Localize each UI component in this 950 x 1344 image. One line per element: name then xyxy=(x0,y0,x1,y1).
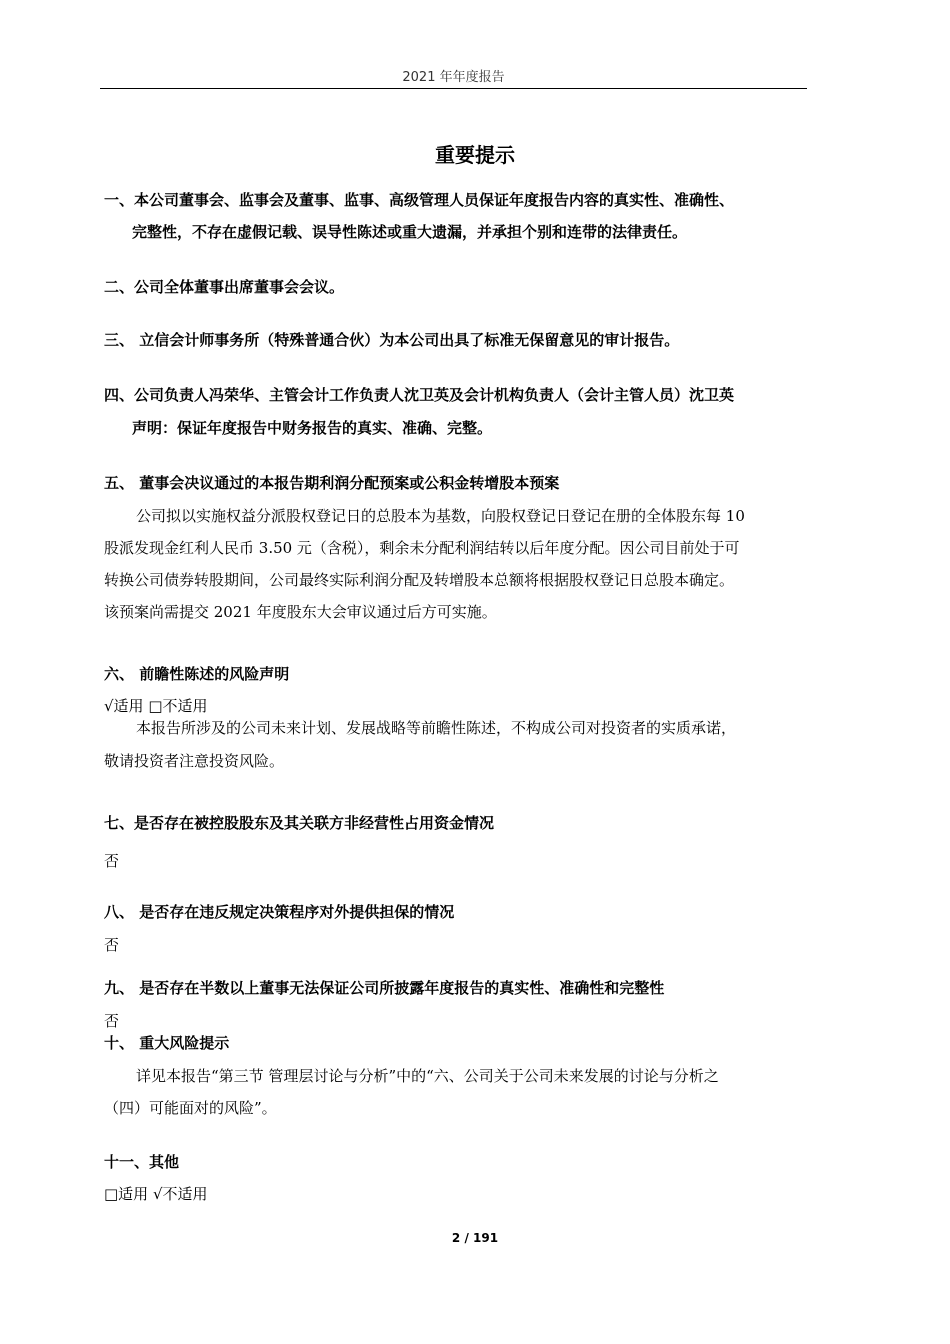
section-3-line-1: 三、 立信会计师事务所（特殊普通合伙）为本公司出具了标准无保留意见的审计报告。 xyxy=(104,331,680,349)
section-8-answer: 否 xyxy=(104,936,120,954)
section-6-options: √适用 □不适用 xyxy=(104,697,208,715)
section-11-heading: 十一、其他 xyxy=(104,1153,180,1171)
running-header: 2021 年年度报告 xyxy=(402,70,505,85)
section-7-answer: 否 xyxy=(104,852,120,870)
section-2-line-1: 二、公司全体董事出席董事会会议。 xyxy=(104,278,345,296)
section-4-line-1: 四、公司负责人冯荣华、主管会计工作负责人沈卫英及会计机构负责人（会计主管人员）沈卫英 xyxy=(104,386,735,404)
section-11-options: □适用 √不适用 xyxy=(104,1185,208,1203)
section-5-para-line-4: 该预案尚需提交 2021 年度股东大会审议通过后方可实施。 xyxy=(104,603,497,621)
header-divider xyxy=(100,88,807,89)
section-6-para-line-1: 本报告所涉及的公司未来计划、发展战略等前瞻性陈述，不构成公司对投资者的实质承诺， xyxy=(136,719,737,737)
section-7-heading: 七、是否存在被控股股东及其关联方非经营性占用资金情况 xyxy=(104,814,495,832)
section-10-heading: 十、 重大风险提示 xyxy=(104,1034,230,1052)
section-5-heading: 五、 董事会决议通过的本报告期利润分配预案或公积金转增股本预案 xyxy=(104,474,560,492)
section-4-line-2: 声明：保证年度报告中财务报告的真实、准确、完整。 xyxy=(132,419,493,437)
section-8-heading: 八、 是否存在违反规定决策程序对外提供担保的情况 xyxy=(104,903,455,921)
section-1-line-2: 完整性，不存在虚假记载、误导性陈述或重大遗漏，并承担个别和连带的法律责任。 xyxy=(132,223,688,241)
section-5-para-line-3: 转换公司债券转股期间，公司最终实际利润分配及转增股本总额将根据股权登记日总股本确定。 xyxy=(104,571,735,589)
section-6-para-line-2: 敬请投资者注意投资风险。 xyxy=(104,752,285,770)
section-5-para-line-2: 股派发现金红利人民币 3.50 元（含税），剩余未分配利润结转以后年度分配。因公司目前处于可 xyxy=(104,539,740,557)
section-5-para-line-1: 公司拟以实施权益分派股权登记日的总股本为基数，向股权登记日登记在册的全体股东每 10 xyxy=(136,507,745,525)
section-9-answer: 否 xyxy=(104,1012,120,1030)
page-title: 重要提示 xyxy=(435,143,515,167)
section-9-heading: 九、 是否存在半数以上董事无法保证公司所披露年度报告的真实性、准确性和完整性 xyxy=(104,979,665,997)
section-6-heading: 六、 前瞻性陈述的风险声明 xyxy=(104,665,290,683)
section-10-para-line-1: 详见本报告“第三节 管理层讨论与分析”中的“六、公司关于公司未来发展的讨论与分析之 xyxy=(136,1067,719,1085)
section-10-para-line-2: （四）可能面对的风险”。 xyxy=(104,1099,277,1117)
section-1-line-1: 一、本公司董事会、监事会及董事、监事、高级管理人员保证年度报告内容的真实性、准确性、 xyxy=(104,191,735,209)
page-number: 2 / 191 xyxy=(451,1231,499,1245)
